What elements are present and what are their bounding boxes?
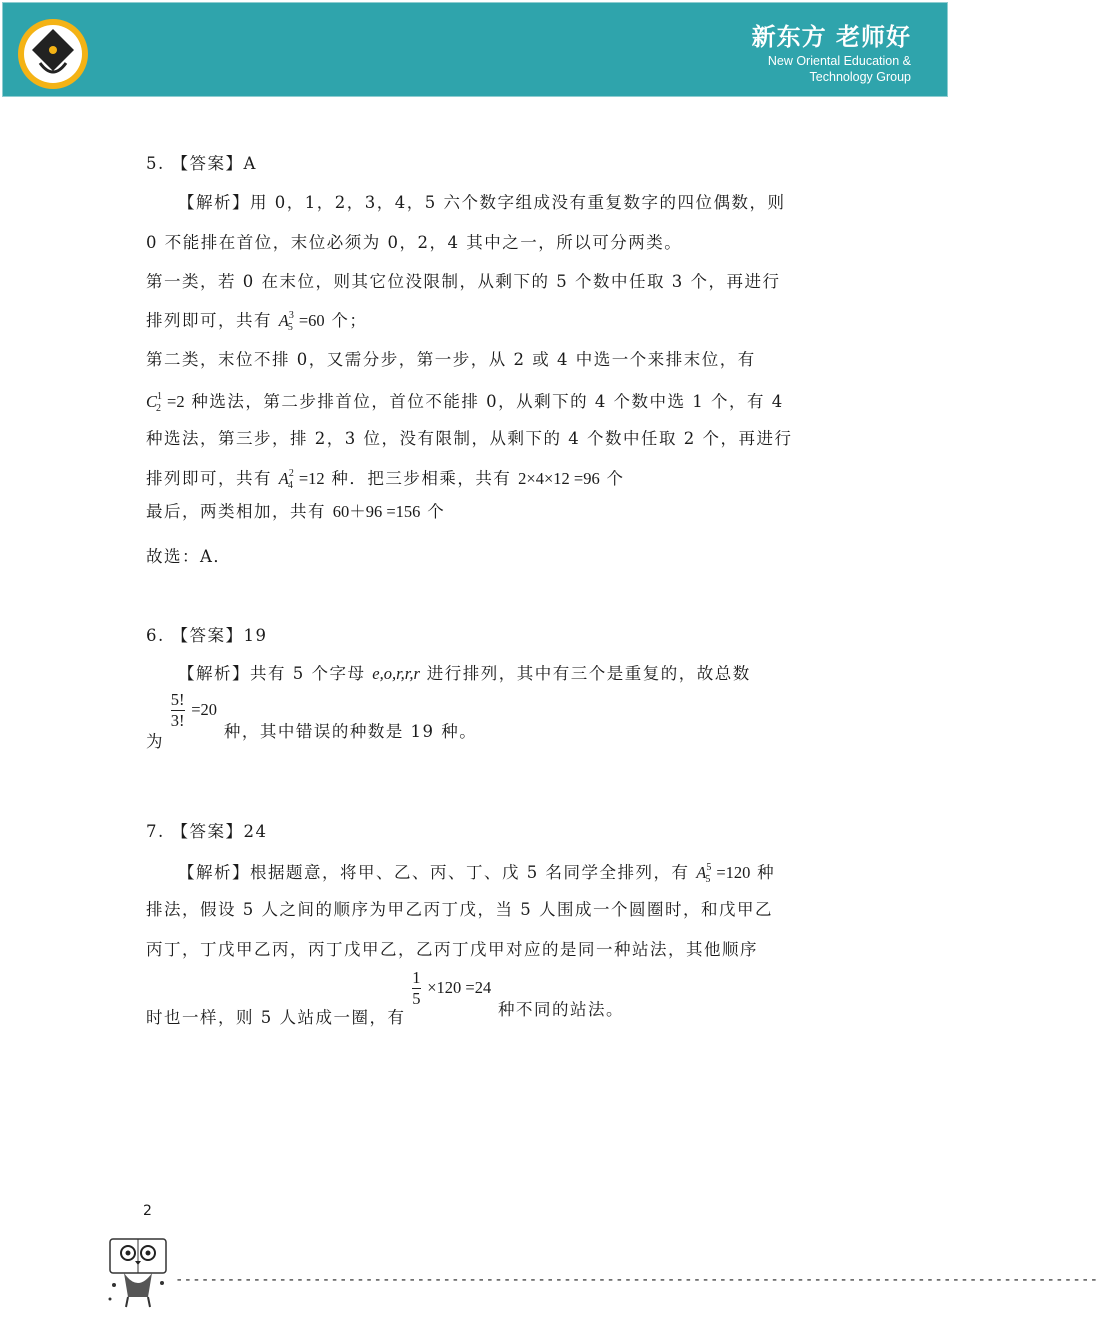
text-span: 个 <box>427 502 446 521</box>
math-value: =20 <box>191 700 218 719</box>
text-span: 种不同的站法。 <box>498 1000 624 1019</box>
text-span: 种，其中错误的种数是 19 种。 <box>223 722 478 741</box>
q7-analysis-line: 丙丁，丁戊甲乙丙，丙丁戊甲乙，乙丙丁戊甲对应的是同一种站法，其他顺序 <box>146 940 758 959</box>
math-sup: 2 <box>288 468 294 479</box>
fraction-numerator: 5! <box>170 690 185 709</box>
brand-english-line2: Technology Group <box>809 70 911 84</box>
math-fraction <box>171 690 185 731</box>
text-span: 【解析】根据题意，将甲、乙、丙、丁、戊 5 名同学全排列，有 <box>178 863 690 882</box>
q5-analysis-line <box>146 498 445 522</box>
q5-conclusion: 故选：A． <box>146 547 232 566</box>
math-value: =12 <box>298 469 325 488</box>
text-span: 个； <box>331 311 368 330</box>
math-sub: 4 <box>287 480 293 491</box>
text-span: 【解析】共有 5 个字母 <box>178 664 366 683</box>
math-c21 <box>146 391 185 414</box>
text-span: 个 <box>606 469 625 488</box>
perm-symbol: A <box>278 469 289 488</box>
q7-analysis-line <box>178 859 775 883</box>
perm-symbol: A <box>696 863 707 882</box>
logo-emblem-icon <box>18 19 88 89</box>
comb-symbol: C <box>146 392 158 411</box>
fraction-denominator: 3! <box>170 711 185 730</box>
math-a42 <box>278 468 325 491</box>
footer-dashed-rule: ----------------------------------------------------------------------------------------------------------- <box>175 1272 1098 1288</box>
fraction-numerator: 1 <box>412 968 421 987</box>
math-sub: 5 <box>287 322 293 333</box>
brand-chinese-name: 新东方 老师好 <box>751 23 911 51</box>
q5-analysis-line: 【解析】用 0，1，2，3，4，5 六个数字组成没有重复数字的四位偶数，则 <box>178 193 786 212</box>
math-sum: 60＋96 =156 <box>332 502 421 521</box>
page-number: 2 <box>143 1203 152 1219</box>
q7-analysis-line: 排法，假设 5 人之间的顺序为甲乙丙丁戊，当 5 人围成一个圆圈时，和戊甲乙 <box>146 900 773 919</box>
q5-analysis-line: 0 不能排在首位，末位必须为 0，2，4 其中之一，所以可分两类。 <box>146 233 683 252</box>
q5-analysis-line <box>146 465 624 489</box>
math-sup: 5 <box>706 862 712 873</box>
text-span: 排列即可，共有 <box>146 311 272 330</box>
math-value: =60 <box>298 311 325 330</box>
q6-analysis-line <box>146 690 478 751</box>
text-span: 进行排列，其中有三个是重复的，故总数 <box>426 664 751 683</box>
math-value: ×120 =24 <box>427 978 492 997</box>
q7-analysis-line <box>146 968 624 1027</box>
header-banner <box>2 2 948 97</box>
math-a55 <box>696 862 751 885</box>
math-sup: 3 <box>288 310 294 321</box>
q5-analysis-line: 第一类，若 0 在末位，则其它位没限制，从剩下的 5 个数中任取 3 个，再进行 <box>146 272 781 291</box>
logo <box>18 19 88 89</box>
q5-analysis-line <box>146 307 367 331</box>
text-span: 为 <box>146 732 164 751</box>
math-letters: e,o,r,r,r <box>372 664 420 683</box>
math-sub: 5 <box>705 874 711 885</box>
math-value: =120 <box>716 863 751 882</box>
owl-mascot-icon <box>104 1233 170 1317</box>
math-fraction <box>412 968 420 1009</box>
fraction-denominator: 5 <box>412 989 421 1008</box>
brand-english-name <box>768 53 911 85</box>
q5-answer-title: 5. 【答案】A <box>146 154 257 173</box>
text-span: 排列即可，共有 <box>146 469 272 488</box>
text-span: 种选法，第二步排首位，首位不能排 0，从剩下的 4 个数中选 1 个，有 4 <box>191 392 784 411</box>
math-sub: 2 <box>156 403 162 414</box>
math-value: =2 <box>167 392 185 411</box>
text-span: 最后，两类相加，共有 <box>146 502 326 521</box>
math-a53 <box>278 310 325 333</box>
perm-symbol: A <box>278 311 289 330</box>
q5-analysis-line: 第二类，末位不排 0，又需分步，第一步，从 2 或 4 中选一个来排末位，有 <box>146 350 756 369</box>
q7-answer-title: 7. 【答案】24 <box>146 822 268 841</box>
q5-analysis-line <box>146 388 784 412</box>
q6-analysis-line <box>178 660 751 684</box>
text-span: 种 <box>757 863 776 882</box>
q6-answer-title: 6. 【答案】19 <box>146 626 268 645</box>
q5-analysis-line: 种选法，第三步，排 2，3 位，没有限制，从剩下的 4 个数中任取 2 个，再进行 <box>146 429 793 448</box>
math-sup: 1 <box>157 391 163 402</box>
text-span: 时也一样，则 5 人站成一圈，有 <box>146 1008 406 1027</box>
text-span: 种．把三步相乘，共有 <box>331 469 512 488</box>
brand-english-line1: New Oriental Education & <box>767 54 911 68</box>
math-product: 2×4×12 =96 <box>518 469 600 488</box>
